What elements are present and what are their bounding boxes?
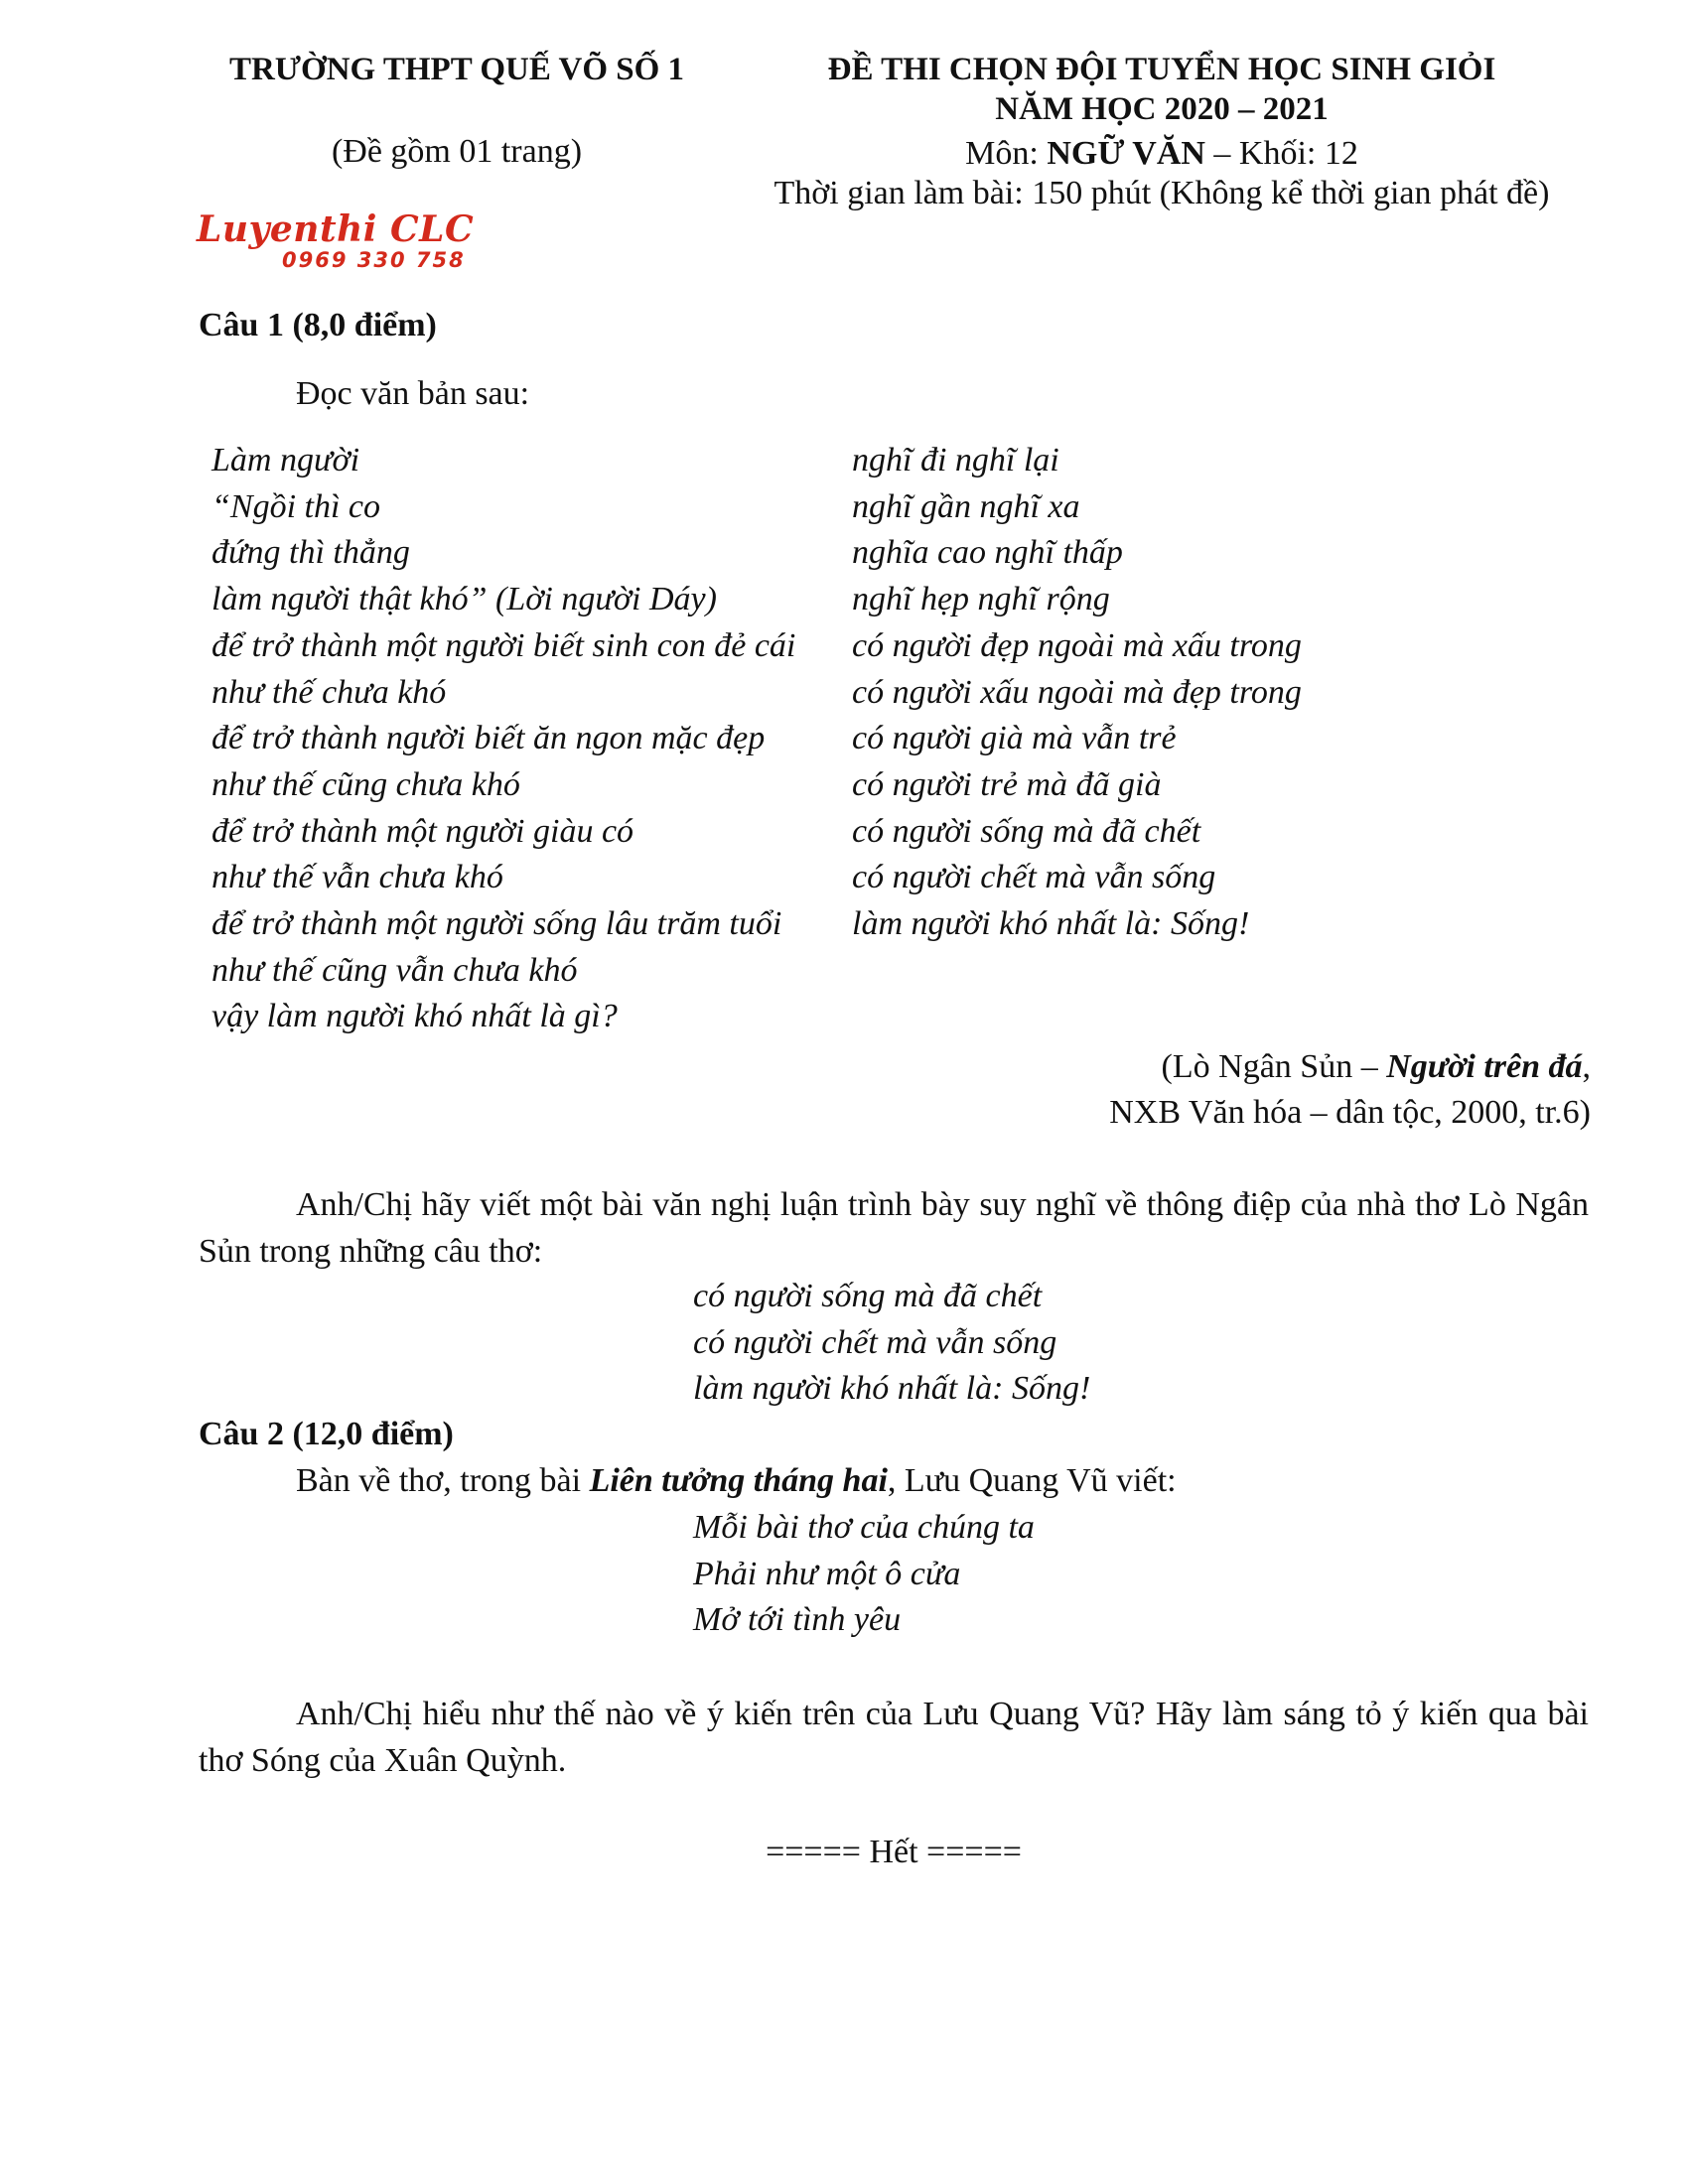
poem-line: làm người thật khó” (Lời người Dáy) [211, 581, 717, 618]
exam-title: ĐỀ THI CHỌN ĐỘI TUYỂN HỌC SINH GIỎI [827, 52, 1496, 87]
quote-line: Mỗi bài thơ của chúng ta [693, 1509, 1035, 1546]
time-note: Thời gian làm bài: 150 phút (Không kể thời gian phát đề) [774, 175, 1550, 211]
quote-line: Mở tới tình yêu [693, 1601, 902, 1639]
poem-line: để trở thành một người giàu có [211, 812, 634, 850]
question2-intro [296, 1458, 1177, 1504]
poem-line: như thế cũng vẫn chưa khó [211, 951, 578, 989]
grade-label: – Khối: 12 [1204, 135, 1358, 172]
poem-line: có người đẹp ngoài mà xấu trong [852, 626, 1302, 664]
poem-line: như thế cũng chưa khó [211, 765, 520, 803]
source-author: (Lò Ngân Sủn – [1161, 1048, 1387, 1085]
poem-line: như thế vẫn chưa khó [211, 859, 503, 896]
source-citation-line2: NXB Văn hóa – dân tộc, 2000, tr.6) [1109, 1094, 1591, 1131]
poem-line: để trở thành một người sống lâu trăm tuổi [211, 905, 782, 943]
source-comma: , [1582, 1048, 1591, 1085]
question1-heading: Câu 1 (8,0 điểm) [199, 307, 437, 343]
question1-quote [693, 1274, 1388, 1413]
question2-intro-suffix: , Lưu Quang Vũ viết: [887, 1462, 1177, 1499]
question2-intro-prefix: Bàn về thơ, trong bài [296, 1462, 590, 1499]
end-mark: ===== Hết ===== [766, 1834, 1022, 1870]
poem-line: có người chết mà vẫn sống [852, 859, 1216, 896]
poem-line: có người sống mà đã chết [852, 812, 1201, 850]
school-year: NĂM HỌC 2020 – 2021 [995, 91, 1329, 127]
poem-left-column [211, 438, 847, 1040]
poem-line: nghĩ gần nghĩ xa [852, 487, 1080, 525]
quote-line: làm người khó nhất là: Sống! [693, 1370, 1091, 1408]
poem-line: làm người khó nhất là: Sống! [852, 905, 1250, 943]
luyenthi-logo [197, 210, 514, 272]
poem-line: có người trẻ mà đã già [852, 765, 1162, 803]
subject-prefix: Môn: [965, 135, 1048, 172]
source-book-title: Người trên đá [1386, 1048, 1583, 1085]
logo-name: Luyenthi CLC [197, 208, 475, 250]
school-name: TRƯỜNG THPT QUẾ VÕ SỐ 1 [228, 52, 685, 87]
poem-line: để trở thành một người biết sinh con đẻ cái [211, 626, 796, 664]
poem-line: có người già mà vẫn trẻ [852, 720, 1177, 757]
poem-line: nghĩ đi nghĩ lại [852, 442, 1059, 478]
poem-line: để trở thành người biết ăn ngon mặc đẹp [211, 720, 766, 757]
poem-right-column [852, 438, 1408, 948]
quote-line: có người sống mà đã chết [693, 1278, 1043, 1314]
question1-intro: Đọc văn bản sau: [296, 375, 530, 412]
question2-poem-title: Liên tưởng tháng hai [589, 1462, 888, 1499]
poem-line: có người xấu ngoài mà đẹp trong [852, 673, 1302, 711]
question2-task: Anh/Chị hiểu như thế nào về ý kiến trên của Lưu Quang Vũ? Hãy làm sáng tỏ ý kiến qua bài thơ Sóng của Xuân Quỳnh. [199, 1696, 1589, 1779]
source-citation-line1 [1162, 1044, 1591, 1090]
quote-line: Phải như một ô cửa [693, 1555, 961, 1592]
poem-line: đứng thì thẳng [211, 534, 410, 572]
poem-line: vậy làm người khó nhất là gì? [211, 998, 618, 1035]
question2-heading: Câu 2 (12,0 điểm) [199, 1416, 454, 1452]
pages-note: (Đề gồm 01 trang) [331, 133, 583, 170]
poem-line: “Ngồi thì co [211, 487, 381, 525]
poem-line: nghĩ hẹp nghĩ rộng [852, 581, 1110, 618]
quote-line: có người chết mà vẫn sống [693, 1323, 1057, 1361]
question1-task: Anh/Chị hãy viết một bài văn nghị luận trình bày suy nghĩ về thông điệp của nhà thơ Lò Ngân Sủn trong những câu thơ: [199, 1186, 1589, 1270]
poem-line: Làm người [211, 442, 360, 478]
poem-line: như thế chưa khó [211, 673, 447, 711]
poem-line: nghĩa cao nghĩ thấp [852, 534, 1123, 572]
logo-phone: 0969 330 758 [282, 248, 466, 272]
subject-name: NGỮ VĂN [1047, 135, 1205, 172]
question2-quote [693, 1505, 1388, 1644]
